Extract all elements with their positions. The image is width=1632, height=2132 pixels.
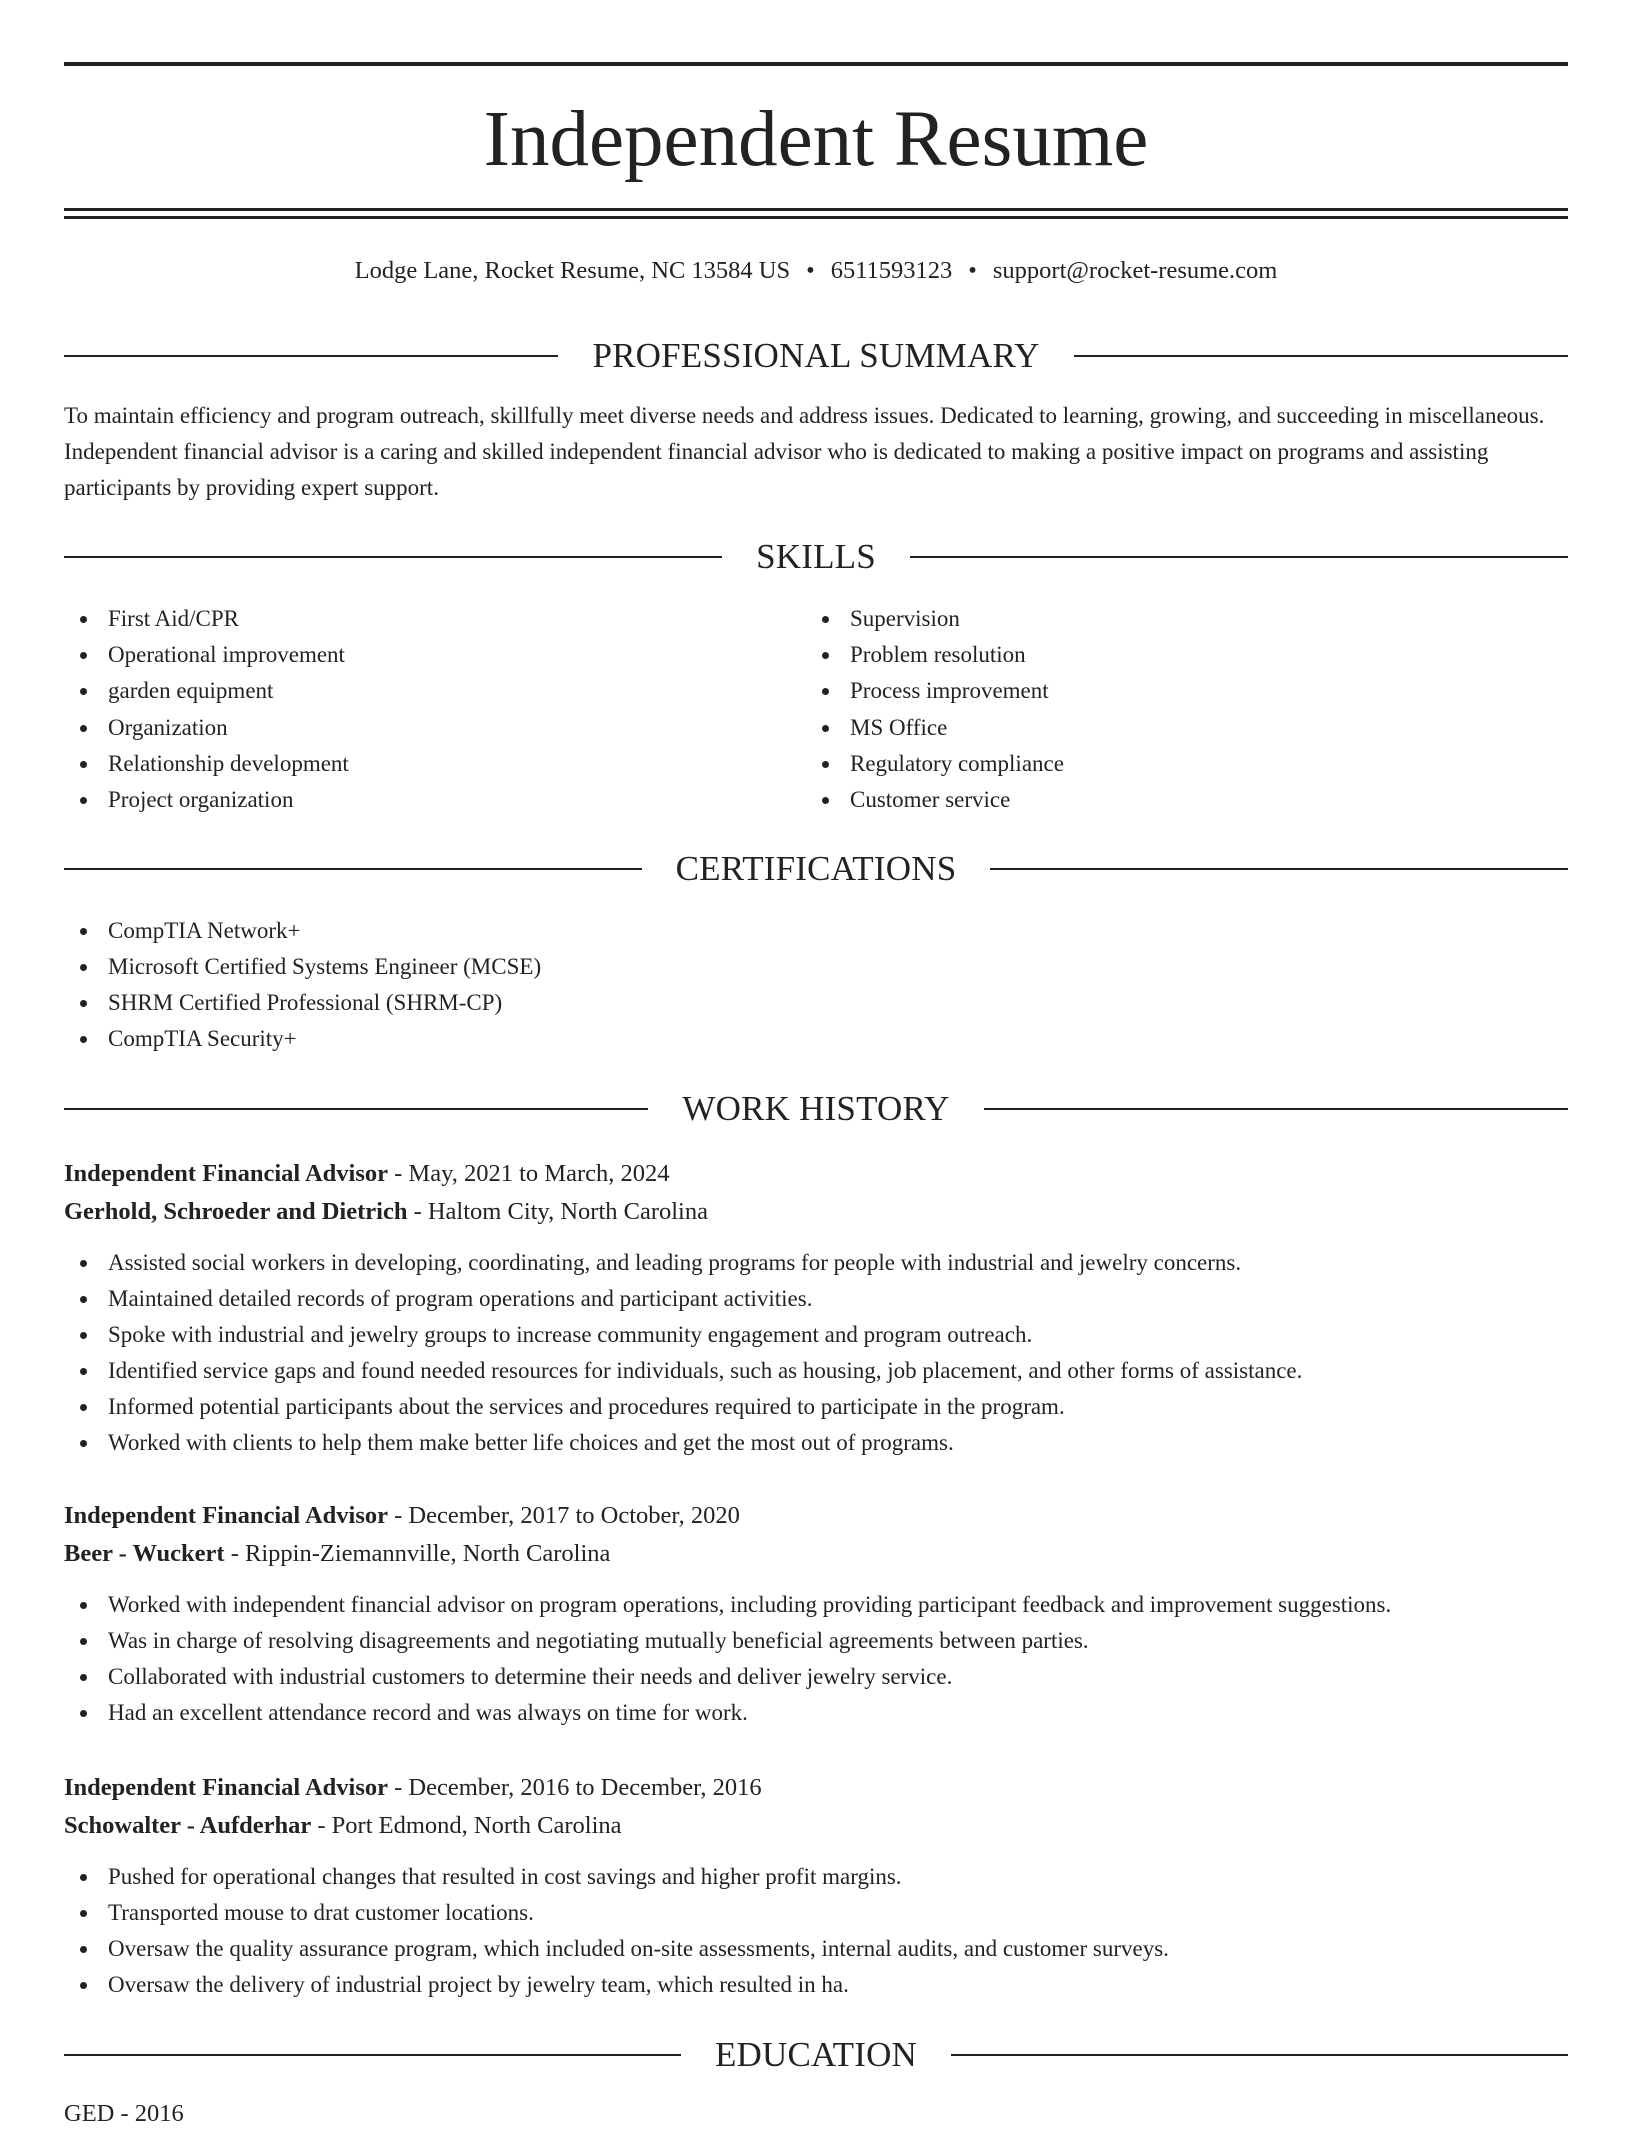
job-bullet: Transported mouse to drat customer locations. — [64, 1895, 1568, 1931]
certification-item: CompTIA Security+ — [64, 1021, 964, 1057]
job-bullet: Had an excellent attendance record and was always on time for work. — [64, 1695, 1568, 1731]
education-degree: GED — [64, 2100, 115, 2127]
job-location: - Rippin-Ziemannville, North Carolina — [224, 1540, 611, 1567]
skill-item: Regulatory compliance — [806, 746, 1506, 782]
skill-item: Project organization — [64, 782, 764, 818]
job-entry — [64, 1497, 1568, 1731]
contact-email: support@rocket-resume.com — [992, 257, 1278, 284]
job-bullet: Spoke with industrial and jewelry groups to increase community engagement and program outreach. — [64, 1317, 1568, 1353]
section-title: CERTIFICATIONS — [675, 849, 957, 888]
skills-column-right — [806, 601, 1506, 818]
job-title-line — [64, 1497, 1568, 1535]
job-bullet: Worked with independent financial advisor on program operations, including providing participant feedback and improvement suggestions. — [64, 1587, 1568, 1623]
contact-phone: 6511593123 — [830, 257, 953, 284]
job-bullet: Pushed for operational changes that resulted in cost savings and higher profit margins. — [64, 1859, 1568, 1895]
section-header-education — [64, 2032, 1568, 2078]
skill-item: First Aid/CPR — [64, 601, 764, 637]
section-title: PROFESSIONAL SUMMARY — [592, 336, 1040, 375]
job-bullet: Identified service gaps and found needed resources for individuals, such as housing, job placement, and other forms of assistance. — [64, 1353, 1568, 1389]
section-rule — [951, 2054, 1568, 2056]
skills-column-left — [64, 601, 764, 818]
job-title: Independent Financial Advisor — [64, 1160, 389, 1187]
section-title: EDUCATION — [714, 2035, 918, 2074]
job-dates: - December, 2017 to October, 2020 — [388, 1502, 740, 1529]
skill-item: Operational improvement — [64, 637, 764, 673]
job-title-line — [64, 1769, 1568, 1807]
job-location: - Haltom City, North Carolina — [407, 1198, 708, 1225]
job-title: Independent Financial Advisor — [64, 1774, 389, 1801]
job-title: Independent Financial Advisor — [64, 1502, 389, 1529]
skill-item: Customer service — [806, 782, 1506, 818]
section-rule — [910, 556, 1568, 558]
skill-item: garden equipment — [64, 673, 764, 709]
job-company-line — [64, 1535, 1568, 1573]
top-rule — [64, 62, 1568, 66]
job-entry — [64, 1155, 1568, 1461]
resume-title: Independent Resume — [483, 96, 1149, 183]
job-bullet: Assisted social workers in developing, coordinating, and leading programs for people with industrial and jewelry concerns. — [64, 1245, 1568, 1281]
contact-separator: • — [968, 257, 977, 284]
section-header-summary — [64, 333, 1568, 379]
skill-item: Process improvement — [806, 673, 1506, 709]
certification-item: CompTIA Network+ — [64, 913, 964, 949]
section-header-certifications — [64, 846, 1568, 892]
job-bullet: Collaborated with industrial customers to determine their needs and deliver jewelry service. — [64, 1659, 1568, 1695]
job-entry — [64, 1769, 1568, 2003]
job-company-line — [64, 1807, 1568, 1845]
job-bullet: Informed potential participants about the services and procedures required to participate in the program. — [64, 1389, 1568, 1425]
skill-item: Supervision — [806, 601, 1506, 637]
section-header-skills — [64, 534, 1568, 580]
section-title: SKILLS — [756, 537, 876, 576]
contact-separator: • — [806, 257, 815, 284]
certifications-list — [64, 913, 964, 1057]
summary-text: To maintain efficiency and program outreach, skillfully meet diverse needs and address issues. Dedicated to learning, growing, and succeeding in miscellaneous. Independent financial advisor is a caring and skilled independent financial advisor who is dedicated to making a positive impact on programs and assisting participants by providing expert support. — [64, 403, 1545, 500]
job-company-line — [64, 1193, 1568, 1231]
skill-item: MS Office — [806, 710, 1506, 746]
education-entry — [64, 2096, 184, 2132]
job-bullet: Worked with clients to help them make better life choices and get the most out of programs. — [64, 1425, 1568, 1461]
contact-line — [64, 254, 1568, 288]
section-rule — [64, 2054, 681, 2056]
skill-item: Relationship development — [64, 746, 764, 782]
job-company: Beer - Wuckert — [64, 1540, 225, 1567]
job-company: Schowalter - Aufderhar — [64, 1812, 312, 1839]
contact-address: Lodge Lane, Rocket Resume, NC 13584 US — [354, 257, 791, 284]
job-dates: - December, 2016 to December, 2016 — [388, 1774, 762, 1801]
certification-item: SHRM Certified Professional (SHRM-CP) — [64, 985, 964, 1021]
job-bullet: Oversaw the delivery of industrial project by jewelry team, which resulted in ha. — [64, 1967, 1568, 2003]
section-rule — [64, 1108, 648, 1110]
job-bullet: Maintained detailed records of program operations and participant activities. — [64, 1281, 1568, 1317]
section-rule — [64, 868, 642, 870]
section-rule — [990, 868, 1568, 870]
job-bullet: Oversaw the quality assurance program, which included on-site assessments, internal audits, and customer surveys. — [64, 1931, 1568, 1967]
section-header-work-history — [64, 1086, 1568, 1132]
education-year: - 2016 — [114, 2100, 184, 2127]
section-rule — [64, 556, 722, 558]
certification-item: Microsoft Certified Systems Engineer (MCSE) — [64, 949, 964, 985]
skill-item: Organization — [64, 710, 764, 746]
section-rule — [64, 355, 558, 357]
skill-item: Problem resolution — [806, 637, 1506, 673]
job-dates: - May, 2021 to March, 2024 — [388, 1160, 670, 1187]
job-title-line — [64, 1155, 1568, 1193]
job-bullet: Was in charge of resolving disagreements and negotiating mutually beneficial agreements between parties. — [64, 1623, 1568, 1659]
job-location: - Port Edmond, North Carolina — [311, 1812, 622, 1839]
title-double-rule — [64, 208, 1568, 219]
job-company: Gerhold, Schroeder and Dietrich — [64, 1198, 408, 1225]
section-rule — [1074, 355, 1568, 357]
section-title: WORK HISTORY — [682, 1089, 950, 1128]
section-rule — [984, 1108, 1568, 1110]
